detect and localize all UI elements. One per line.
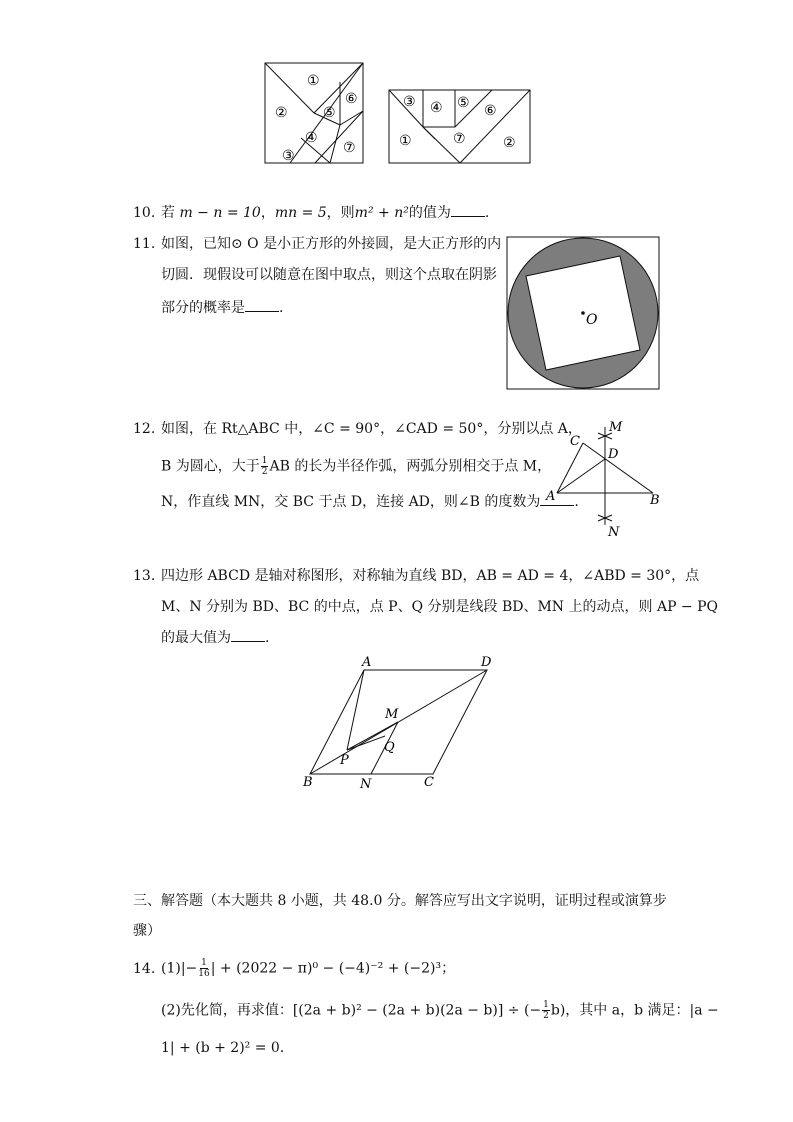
q12-line2a: B 为圆心，大于 (161, 458, 260, 475)
q12-line2 (161, 456, 551, 477)
fraction-numerator: 1 (201, 958, 207, 968)
q13-label-m: M (385, 707, 399, 722)
question-11 (133, 234, 501, 254)
question-number: 11. (133, 236, 156, 252)
tangram-left-label: ⑥ (345, 91, 358, 107)
q13-line3-text: 的最大值为 (161, 630, 231, 646)
q10-mid: ，则 (326, 205, 355, 221)
q12-line3-text: N，作直线 MN，交 BC 于点 D，连接 AD，则∠B 的度数为 (161, 494, 541, 510)
question-number: 13. (133, 568, 156, 584)
q11-figure (506, 236, 661, 390)
q12-label-c: C (570, 434, 580, 449)
q13-end: . (265, 630, 270, 646)
q12-label-a: A (546, 489, 556, 504)
q13-figure (295, 650, 505, 795)
q12-label-n: N (608, 525, 620, 540)
tangram-left-label: ③ (282, 148, 295, 164)
q12-figure (540, 415, 665, 540)
q10-end: . (484, 205, 490, 221)
q13-line3 (161, 628, 269, 648)
q12-label-b: B (650, 493, 660, 508)
tangram-right-label: ⑦ (453, 131, 466, 147)
q10-expr3: m² + n² (354, 205, 409, 221)
answer-blank[interactable] (245, 299, 279, 312)
q11-line2: 切圆．现假设可以随意在图中取点，则这个点取在阴影 (161, 267, 497, 283)
q13-label-d: D (481, 655, 492, 670)
q12-line1: 如图，在 Rt△ABC 中，∠C = 90°，∠CAD = 50°，分别以点 A， (161, 421, 582, 437)
q11-line1: 如图，已知⊙ O 是小正方形的外接圆，是大正方形的内 (161, 236, 502, 252)
q13-label-c: C (424, 775, 434, 790)
q11-line3-text: 部分的概率是 (161, 300, 245, 316)
q10-expr1: m − n = 10 (179, 205, 261, 221)
section-3-heading: 三、解答题（本大题共 8 小题，共 48.0 分。解答应写出文字说明，证明过程或演算步 (133, 893, 667, 909)
question-12 (133, 419, 582, 439)
q13-label-n: N (360, 777, 372, 792)
q13-line2: M、N 分别为 BD、BC 的中点，点 P、Q 分别是线段 BD、MN 上的动点，则 AP − PQ (161, 599, 719, 615)
question-14 (133, 958, 455, 979)
fraction-denominator: 2 (543, 1011, 549, 1021)
q14-fraction-2 (542, 1000, 550, 1021)
q11-label-o: O (586, 312, 598, 328)
fraction-denominator: 16 (198, 969, 210, 979)
q12-end: . (574, 494, 579, 510)
question-13 (133, 566, 699, 586)
answer-blank[interactable] (231, 629, 265, 642)
q13-label-p: P (340, 753, 349, 768)
tangram-right-label: ④ (430, 100, 443, 116)
question-10 (133, 203, 489, 223)
q14-part2-cont: 1| + (b + 2)² = 0． (161, 1040, 294, 1056)
q13-label-q: Q (384, 740, 395, 755)
fraction-numerator: 1 (543, 1000, 549, 1010)
q11-end: . (279, 300, 284, 316)
tangram-right-label: ⑤ (457, 95, 470, 111)
q12-label-d: D (608, 447, 619, 462)
tangram-right-label: ② (503, 135, 516, 151)
tangram-right-label: ⑥ (484, 103, 497, 119)
question-number: 14. (133, 960, 156, 977)
q13-line1: 四边形 ABCD 是轴对称图形，对称轴为直线 BD，AB = AD = 4，∠ABD = 30°，点 (161, 568, 700, 584)
q12-fraction (261, 456, 269, 477)
q14-p2a: (2)先化简，再求值：[(2a + b)² − (2a + b)(2a − b)] ÷ (− (161, 1002, 542, 1019)
tangram-right-label: ③ (403, 94, 416, 110)
tangram-left-label: ⑦ (343, 140, 356, 156)
q11-line3 (161, 298, 283, 318)
fraction-denominator: 2 (261, 467, 268, 477)
q10-text: 若 (161, 205, 180, 221)
q13-label-a: A (362, 655, 372, 670)
tangram-left-label: ② (275, 105, 288, 121)
tangram-right-label: ① (399, 133, 412, 149)
q12-label-m: M (609, 420, 623, 435)
tangram-left-label: ④ (305, 130, 318, 146)
question-number: 10. (133, 205, 156, 221)
tangram-left-label: ① (307, 73, 320, 89)
tangram-figures (255, 55, 545, 175)
q10-comma: ， (260, 205, 275, 221)
fraction-numerator: 1 (261, 456, 268, 466)
q10-post: 的值为 (408, 205, 451, 221)
section-3-heading-cont: 骤） (133, 923, 161, 939)
q10-expr2: mn = 5 (274, 205, 327, 221)
q14-fraction-1 (198, 958, 209, 979)
answer-blank[interactable] (451, 204, 485, 217)
q13-label-b: B (303, 775, 313, 790)
tangram-left-label: ⑤ (323, 105, 336, 121)
q14-part2 (161, 1000, 719, 1021)
q12-line2b: AB 的长为半径作弧，两弧分别相交于点 M， (269, 458, 552, 475)
q14-p1b: | + (2022 − π)⁰ − (−4)⁻² + (−2)³； (210, 960, 456, 977)
q14-p1a: (1)|− (161, 960, 198, 977)
question-number: 12. (133, 421, 156, 437)
q14-p2b: b)，其中 a，b 满足：|a − (550, 1002, 719, 1019)
q12-line3 (161, 492, 579, 512)
